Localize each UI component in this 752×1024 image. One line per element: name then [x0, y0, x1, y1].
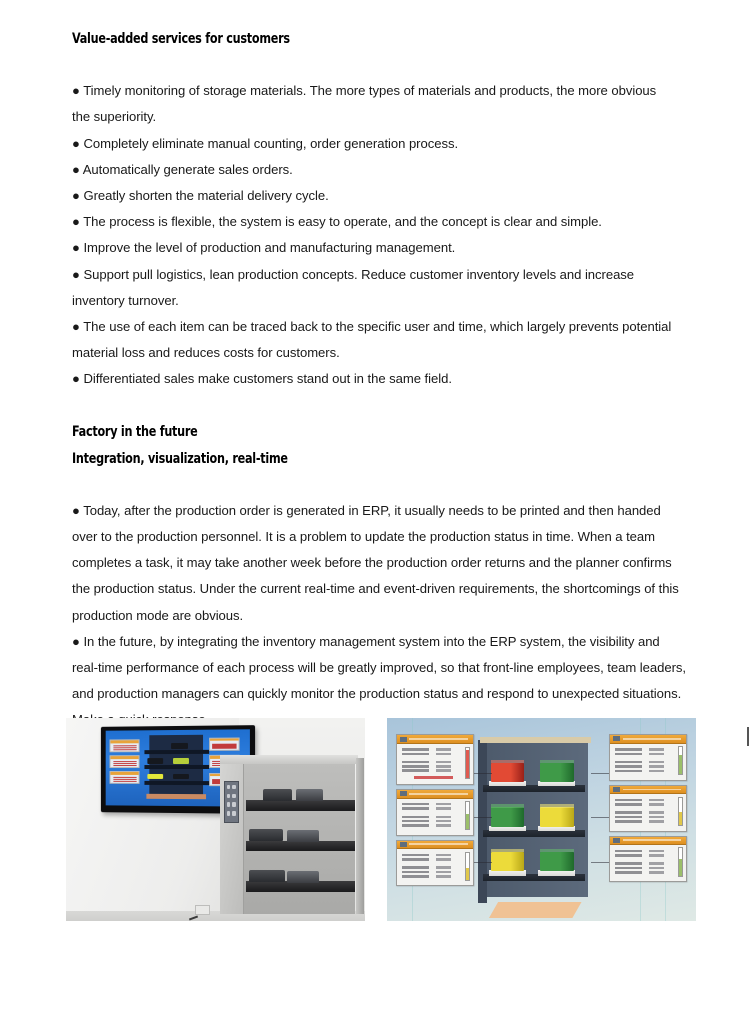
screen-rack-graphic	[149, 734, 203, 798]
list-item: ● Differentiated sales make customers stand out in the same field.	[72, 371, 452, 387]
screen-bin	[173, 758, 189, 764]
list-item-cont: the superiority.	[72, 109, 157, 125]
list-item-cont: the production status. Under the current real-time and event-driven requirements, the shortcomings of this	[72, 581, 679, 597]
screen-bin	[147, 774, 163, 780]
storage-location-card	[609, 836, 686, 883]
card-header	[397, 841, 472, 849]
figure-photo-room	[66, 718, 365, 921]
list-item-cont: completes a task, it may take another week before the production order returns and the planner confirms	[72, 555, 672, 571]
card-icon	[400, 737, 408, 742]
storage-bin	[249, 870, 285, 882]
cabinet-control-panel	[224, 781, 238, 823]
quantity-gauge	[465, 801, 470, 830]
storage-bin	[287, 830, 319, 842]
card-alert-label	[414, 776, 453, 779]
shelf-pad	[489, 870, 526, 875]
bin-green	[540, 852, 574, 871]
list-item-cont: material loss and reduces costs for customers.	[72, 345, 340, 361]
list-item: ● The use of each item can be traced back to the specific user and time, which largely prevents potential	[72, 318, 672, 334]
card-icon	[613, 787, 621, 792]
screen-bin	[147, 758, 163, 764]
list-item-cont: inventory turnover.	[72, 292, 179, 308]
list-item: ● The process is flexible, the system is easy to operate, and the concept is clear and simple.	[72, 214, 602, 230]
card-icon	[400, 842, 408, 847]
list-item: ● Improve the level of production and manufacturing management.	[72, 240, 456, 256]
shelf-pad	[538, 870, 575, 875]
storage-location-card	[396, 734, 473, 785]
storage-location-card	[396, 840, 473, 887]
storage-bin	[249, 829, 283, 841]
bullet-list-factory-future	[72, 498, 732, 734]
screen-callout-panel	[110, 755, 140, 768]
list-item: ● Support pull logistics, lean production concepts. Reduce customer inventory levels and increase	[72, 266, 635, 282]
list-item: ● Greatly shorten the material delivery cycle.	[72, 187, 329, 203]
list-item: ● Automatically generate sales orders.	[72, 161, 293, 177]
screen-callout-panel	[209, 737, 240, 750]
page-edge-artifact	[747, 727, 749, 746]
cabinet-shelf	[246, 800, 355, 811]
section-heading-value-added: Value-added services for customers	[72, 31, 290, 47]
list-item: ● In the future, by integrating the inventory management system into the ERP system, the visibility and	[72, 633, 660, 649]
bin-green	[491, 807, 525, 826]
room-photo	[66, 718, 365, 921]
shelving-cabinet	[220, 755, 364, 917]
list-item-cont: and production managers can quickly monitor the production status and respond to unexpected situations.	[72, 686, 682, 702]
card-header	[610, 735, 685, 743]
card-icon	[613, 838, 621, 843]
storage-bin	[287, 871, 319, 883]
card-header	[397, 790, 472, 798]
document-content	[72, 30, 732, 734]
quantity-gauge	[678, 746, 683, 775]
bin-yellow	[491, 852, 525, 871]
figure-3d-visualization	[387, 718, 696, 921]
list-item-cont: over to the production personnel. It is a problem to update the production status in time. When a team	[72, 529, 656, 545]
rack-floor	[489, 902, 582, 918]
quantity-gauge	[678, 847, 683, 876]
card-header	[397, 735, 472, 744]
screen-callout-panel	[110, 771, 140, 784]
card-icon	[400, 791, 408, 796]
card-header	[610, 786, 685, 794]
screen-bin	[171, 743, 189, 749]
quantity-gauge	[678, 797, 683, 826]
storage-bin	[296, 789, 323, 801]
list-item: ● Timely monitoring of storage materials. The more types of materials and products, the more obvious	[72, 83, 657, 99]
storage-location-card	[396, 789, 473, 836]
section-heading-factory-future: Factory in the future	[72, 423, 198, 440]
list-item-cont: production mode are obvious.	[72, 607, 244, 623]
screen-rack-base	[146, 793, 206, 799]
list-item: ● Today, after the production order is generated in ERP, it usually needs to be printed and then handed	[72, 502, 661, 518]
storage-location-card	[609, 785, 686, 832]
bin-red	[491, 763, 525, 782]
list-item-cont: real-time performance of each process will be greatly improved, so that front-line employees, team leaders,	[72, 660, 686, 676]
wall-outlet	[195, 905, 210, 915]
bullet-list-value-added	[72, 78, 732, 392]
bin-yellow	[540, 807, 574, 826]
card-header	[610, 837, 685, 845]
section-subheading-integration: Integration, visualization, real-time	[72, 450, 288, 467]
cabinet-shelf	[246, 841, 355, 852]
quantity-gauge	[465, 852, 470, 881]
screen-callout-panel	[110, 740, 140, 753]
figure-row	[66, 718, 696, 921]
cabinet-right-edge	[356, 758, 363, 914]
list-item: ● Completely eliminate manual counting, order generation process.	[72, 135, 459, 151]
cabinet-top	[220, 755, 358, 765]
rack-top-beam	[480, 737, 591, 742]
screen-bin	[173, 774, 189, 780]
quantity-gauge	[465, 747, 470, 779]
storage-location-card	[609, 734, 686, 781]
card-icon	[613, 736, 621, 741]
rack-visualization	[387, 718, 696, 921]
storage-bin	[263, 789, 292, 801]
bin-green	[540, 763, 574, 782]
